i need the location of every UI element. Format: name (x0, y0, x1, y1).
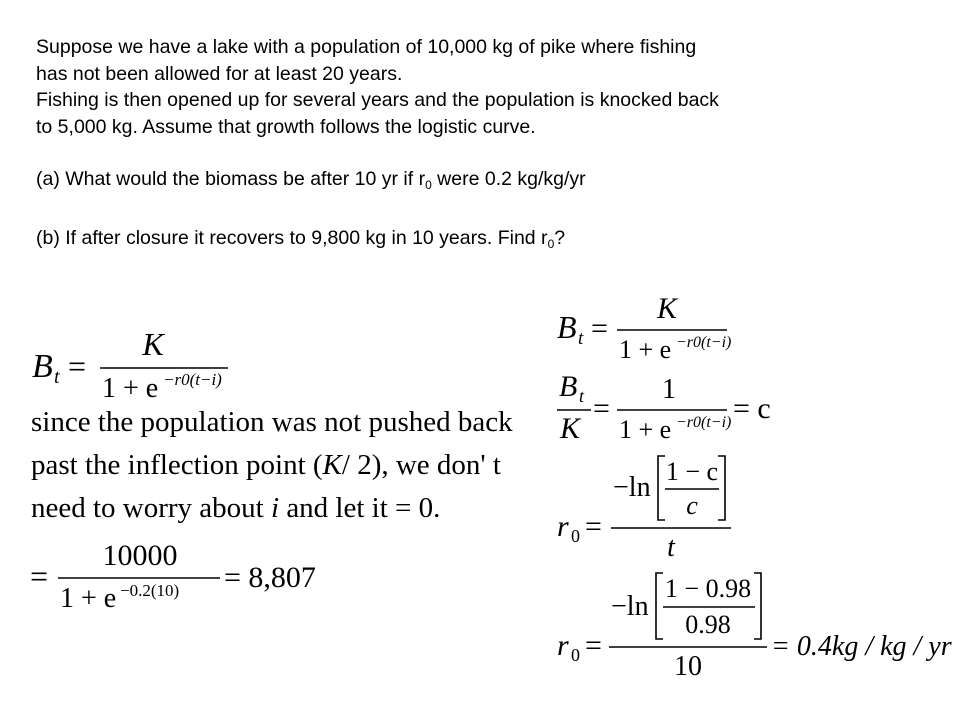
formula-exponent: −r0(t−i) (676, 414, 732, 431)
formula-result: = 8,807 (224, 561, 316, 594)
formula-symbol: t (54, 366, 60, 388)
formula-numerator: K (656, 292, 678, 325)
bracket-right (754, 573, 761, 639)
explanation-symbol: K (322, 449, 342, 481)
formula-denominator: t (667, 532, 675, 563)
formula-function: −ln (613, 472, 651, 503)
formula-symbol: t (579, 386, 585, 406)
formula-operator: = (68, 348, 87, 384)
formula-symbol: K (560, 412, 581, 445)
explanation-line (31, 449, 501, 482)
explanation-line (31, 492, 440, 525)
bracket-left (658, 456, 665, 520)
problem-line: Fishing is then opened up for several years and the population is knocked back (36, 89, 719, 111)
explanation-text: past the inflection point ( (31, 449, 323, 481)
formula-numerator: 10000 (102, 539, 178, 572)
subscript: 0 (425, 178, 432, 192)
formula-r0-symbolic (555, 450, 755, 570)
formula-symbol: r (557, 629, 569, 662)
formula-denominator: 1 + e (619, 335, 672, 364)
question-a-text: were 0.2 kg/kg/yr (431, 168, 586, 190)
problem-line: has not been allowed for at least 20 years. (36, 62, 403, 85)
formula-logistic-left (28, 325, 228, 410)
formula-numerator: 1 − c (665, 457, 719, 486)
formula-denominator: 0.98 (685, 610, 731, 639)
explanation-text: and let it = 0. (279, 492, 441, 524)
formula-exponent: −0.2(10) (120, 581, 180, 600)
problem-statement (36, 34, 936, 257)
question-b (36, 225, 936, 258)
formula-symbol: B (557, 309, 577, 345)
formula-operator: = (585, 629, 602, 662)
question-b-text: ? (554, 226, 566, 249)
formula-exponent: −r0(t−i) (676, 334, 732, 351)
formula-exponent: −r0(t−i) (163, 370, 222, 389)
formula-logistic-right (555, 292, 755, 377)
formula-numerator: 1 − 0.98 (664, 574, 752, 603)
formula-numerator: 1 (662, 374, 676, 405)
bracket-left (656, 573, 663, 639)
question-a-text: (a) What would the biomass be after 10 yr if r (36, 168, 426, 190)
formula-ratio-c (555, 372, 795, 457)
problem-line: Suppose we have a lake with a population of 10,000 kg of pike where fishing (36, 36, 697, 58)
formula-symbol: 0 (571, 645, 580, 665)
problem-line: to 5,000 kg. Assume that growth follows the logistic curve. (36, 115, 536, 138)
formula-symbol: B (32, 348, 53, 385)
formula-denominator: c (686, 491, 698, 520)
explanation-text: need to worry about (31, 492, 271, 524)
subscript: 0 (547, 236, 555, 251)
formula-denominator: 10 (674, 651, 702, 682)
formula-operator: = (30, 558, 49, 594)
formula-symbol: B (559, 370, 578, 403)
bracket-right (718, 456, 725, 520)
formula-denominator: 1 + e (619, 415, 672, 444)
formula-operator: = (591, 312, 608, 345)
formula-symbol: t (578, 328, 584, 349)
formula-r0-numeric (555, 565, 955, 690)
question-a (36, 166, 936, 199)
explanation-text: / 2), we don' t (341, 449, 501, 481)
explanation-line: since the population was not pushed back (31, 406, 513, 438)
formula-denominator: 1 + e (60, 583, 117, 614)
question-b-text: (b) If after closure it recovers to 9,800 kg in 10 years. Find r (36, 226, 548, 249)
formula-denominator: 1 + e (102, 373, 159, 404)
formula-symbol: 0 (571, 526, 580, 546)
formula-numerator: K (142, 326, 164, 362)
explanation-symbol: i (271, 492, 280, 524)
formula-result: = 0.4kg / kg / yr (771, 631, 952, 662)
formula-operator: = (585, 510, 602, 543)
formula-result: = c (733, 392, 771, 425)
formula-calculation-a (28, 535, 316, 620)
formula-operator: = (593, 392, 610, 425)
formula-symbol: r (557, 510, 569, 543)
formula-function: −ln (611, 591, 649, 622)
